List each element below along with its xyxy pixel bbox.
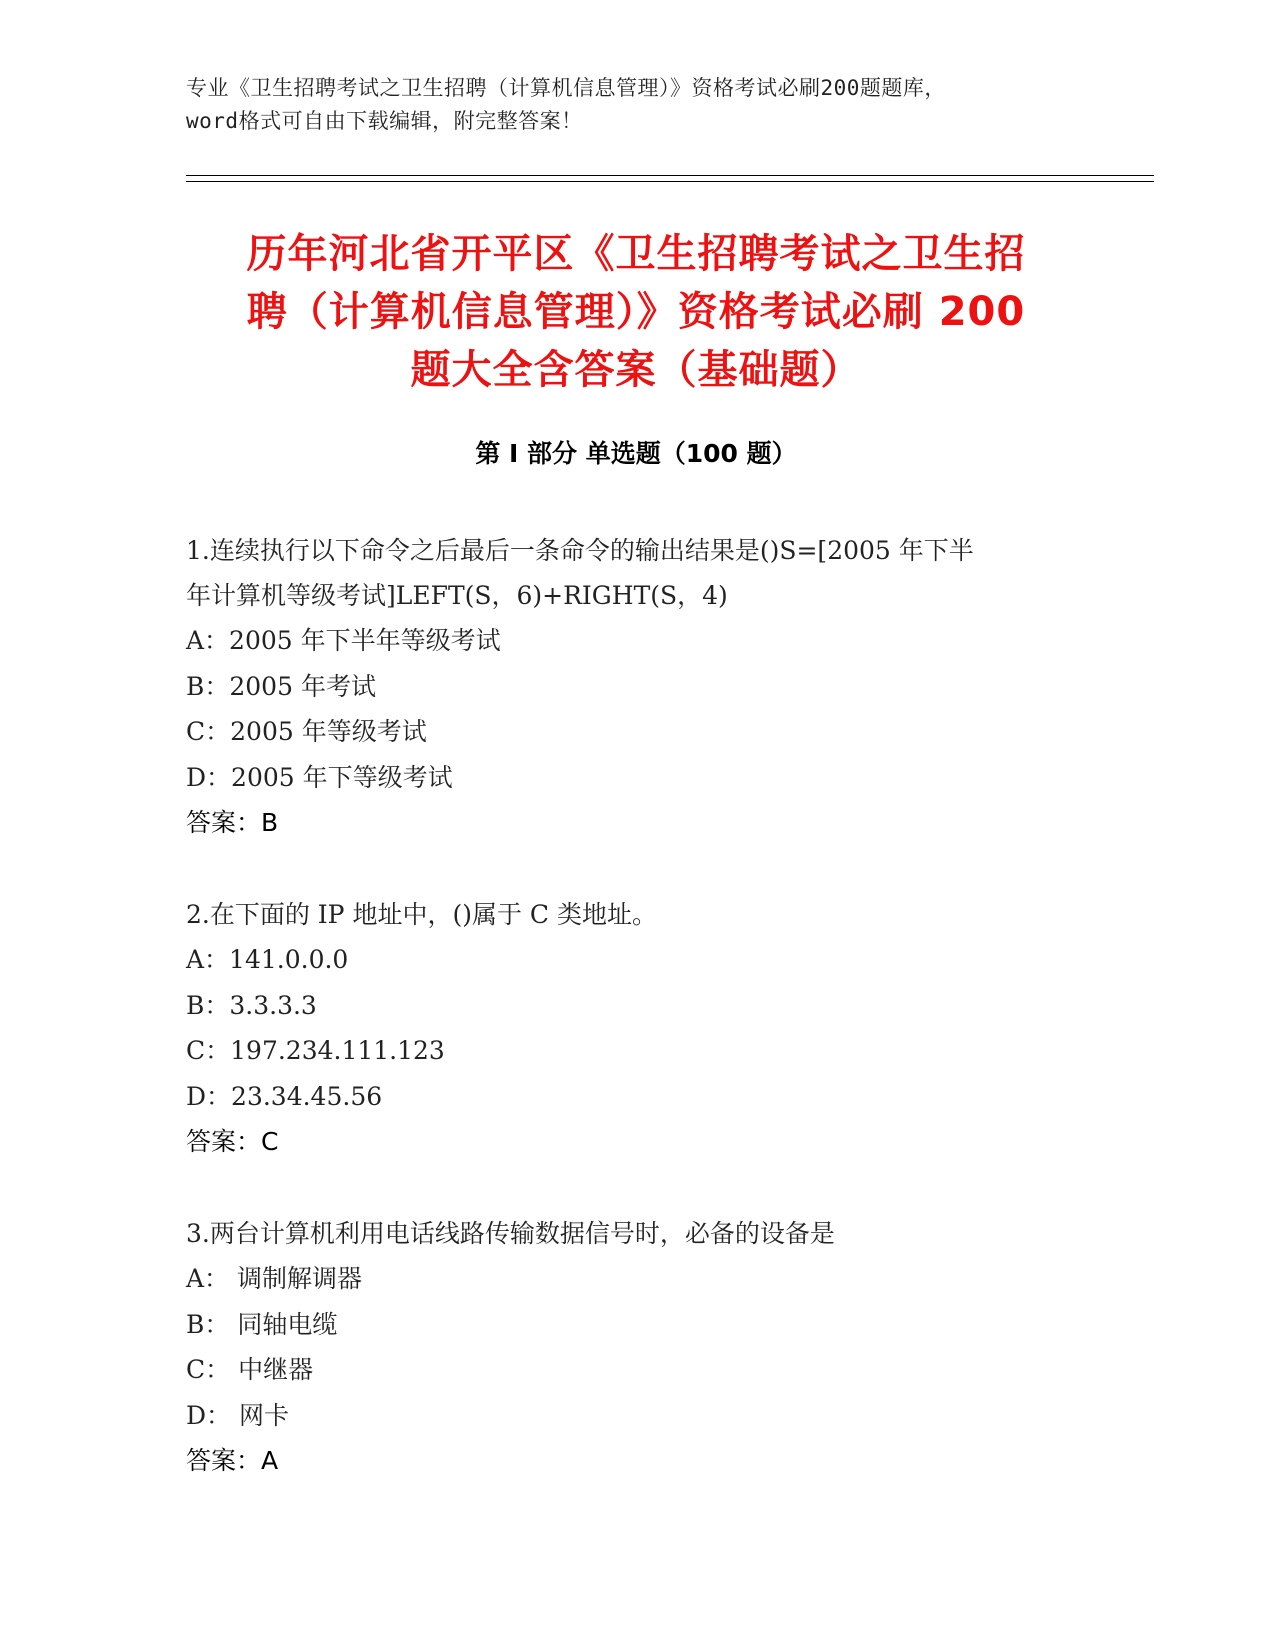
option-a: A：141.0.0.0 [186, 945, 349, 974]
header-divider-top [186, 175, 1154, 176]
document-title [186, 225, 1086, 399]
question-stem: 2.在下面的 IP 地址中，()属于 C 类地址。 [186, 900, 657, 929]
option-b: B：2005 年考试 [186, 671, 376, 701]
question-2 [186, 892, 1086, 1164]
option-c: C：2005 年等级考试 [186, 717, 427, 746]
option-a: A：2005 年下半年等级考试 [186, 626, 501, 655]
header-note [186, 72, 1086, 138]
option-c: C： 中继器 [186, 1355, 314, 1384]
question-list [186, 528, 1086, 1530]
answer: 答案：C [186, 1127, 279, 1156]
section-heading: 第 I 部分 单选题（100 题） [475, 439, 797, 468]
answer: 答案：A [186, 1446, 279, 1475]
option-b: B：3.3.3.3 [186, 990, 317, 1020]
option-b: B： 同轴电缆 [186, 1309, 338, 1339]
option-d: D： 网卡 [186, 1400, 289, 1430]
header-divider-bottom [186, 181, 1154, 182]
question-3 [186, 1211, 1086, 1483]
document-title-line-1: 历年河北省开平区《卫生招聘考试之卫生招 [246, 231, 1026, 277]
question-stem: 1.连续执行以下命令之后最后一条命令的输出结果是()S=[2005 年下半 [186, 536, 974, 565]
answer: 答案：B [186, 808, 279, 837]
question-1 [186, 528, 1086, 845]
question-stem: 3.两台计算机利用电话线路传输数据信号时，必备的设备是 [186, 1219, 835, 1248]
question-stem-continued: 年计算机等级考试]LEFT(S，6)+RIGHT(S，4) [186, 581, 728, 610]
header-note-line-1: 专业《卫生招聘考试之卫生招聘（计算机信息管理）》资格考试必刷200题题库， [186, 76, 946, 100]
option-c: C：197.234.111.123 [186, 1036, 445, 1065]
option-a: A： 调制解调器 [186, 1264, 363, 1293]
option-d: D：2005 年下等级考试 [186, 762, 453, 792]
document-title-line-2: 聘（计算机信息管理）》资格考试必刷 200 [246, 289, 1026, 335]
option-d: D：23.34.45.56 [186, 1081, 383, 1111]
header-note-line-2: word格式可自由下载编辑，附完整答案！ [186, 109, 583, 133]
document-title-line-3: 题大全含答案（基础题） [410, 347, 862, 393]
